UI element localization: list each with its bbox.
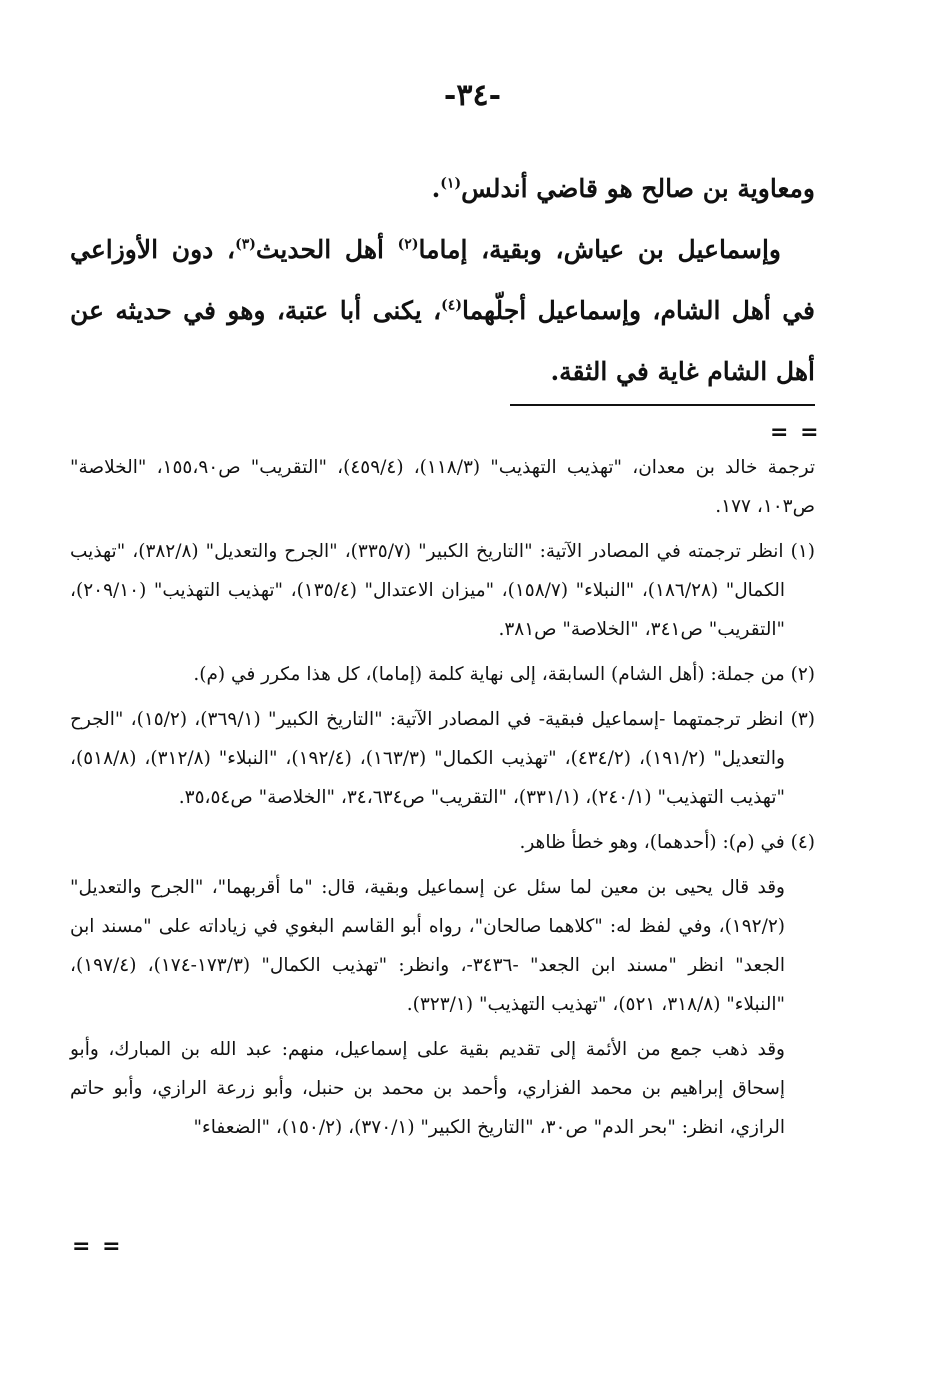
main-paragraph-2 (70, 219, 815, 402)
main-paragraph-1: ومعاوية بن صالح هو قاضي أندلس$^{(١)}$. (431, 174, 815, 203)
page-number: -٣٤- (443, 78, 502, 113)
main-line-1: ومعاوية بن صالح هو قاضي أندلس (461, 174, 815, 203)
main-line-2c: ، دون الأوزاعي في أهل الشام، وإسماعيل أجلّهما (70, 235, 815, 325)
main-line-2d: ، يكنى أبا عتبة، وهو في حديثه عن أهل الشام غاية في الثقة. (70, 296, 815, 386)
continuation-mark-bottom: = = (72, 1234, 123, 1259)
footnote-4: (٤) في (م): (أحدهما)، وهو خطأ ظاهر. (519, 832, 815, 853)
main-line-2a: وإسماعيل بن عياش، وبقية، إماما (418, 235, 781, 264)
footnote-3: (٣) انظر ترجمتهما -إسماعيل فبقية- في المصادر الآتية: "التاريخ الكبير" (٣٦٩/١)، (١٥/٢)، "الجرح والتعديل" (١٩١/٢)، (٤٣٤/٢)، "تهذيب الكمال" (١٦٣/٣)، (١٩٢/٤)، "النبلاء" (٣١٢/٨)، (٥١٨/٨)، "تهذيب التهذيب" (٢٤٠/١)، (٣٣١/١)، "التقريب" ص٣٤،٦٣٤، "الخلاصة" ص٣٥،٥٤. (70, 709, 815, 808)
main-line-2b: أهل الحديث (255, 235, 398, 264)
footnotes-section (70, 448, 815, 1153)
footnote-1: (١) انظر ترجمته في المصادر الآتية: "التاريخ الكبير" (٣٣٥/٧)، "الجرح والتعديل" (٣٨٢/٨)، "تهذيب الكمال" (١٨٦/٢٨)، "النبلاء" (١٥٨/٧)، "ميزان الاعتدال" (١٣٥/٤)، "تهذيب التهذيب" (٢٠٩/١٠)، "التقريب" ص٣٤١، "الخلاصة" ص٣٨١. (70, 541, 815, 640)
footnote-ref-2: (٢) (397, 236, 419, 253)
footnote-ref-4: (٤) (441, 297, 462, 314)
footnote-4-comment-2: وقد ذهب جمع من الأئمة إلى تقديم بقية على إسماعيل، منهم: عبد الله بن المبارك، وأبو إسحاق إبراهيم بن محمد الفزاري، وأحمد بن محمد بن حنبل، وأبو زرعة الرازي، وأبو حاتم الرازي، انظر: "بحر الدم" ص٣٠، "التاريخ الكبير" (٣٧٠/١)، (١٥٠/٢)، "الضعفاء" (70, 1039, 785, 1138)
continuation-mark-top: = = (770, 420, 821, 445)
footnote-ref-1: (١) (440, 175, 462, 192)
footnote-separator-rule (510, 404, 815, 406)
main-body-text (70, 158, 815, 402)
footnote-2: (٢) من جملة: (أهل الشام) السابقة، إلى نهاية كلمة (إماما)، كل هذا مكرر في (م). (193, 664, 815, 685)
footnote-ref-3: (٣) (235, 236, 256, 253)
footnote-continued: ترجمة خالد بن معدان، "تهذيب التهذيب" (١١٨/٣)، (٤٥٩/٤)، "التقريب" ص١٥٥،٩٠، "الخلاصة" ص١٠٣، ١٧٧. (70, 457, 816, 517)
footnote-4-comment-1: وقد قال يحيى بن معين لما سئل عن إسماعيل وبقية، قال: "ما أقربهما"، "الجرح والتعديل" (١٩٢/٢)، وفي لفظ له: "كلاهما صالحان"، رواه أبو القاسم البغوي في زياداته على "مسند ابن الجعد" انظر "مسند ابن الجعد" -٣٤٣٦-، وانظر: "تهذيب الكمال" (١٧٣/٣-١٧٤)، (١٩٧/٤)، "النبلاء" (٣١٨/٨، ٥٢١)، "تهذيب التهذيب" (٣٢٣/١). (70, 877, 785, 1015)
